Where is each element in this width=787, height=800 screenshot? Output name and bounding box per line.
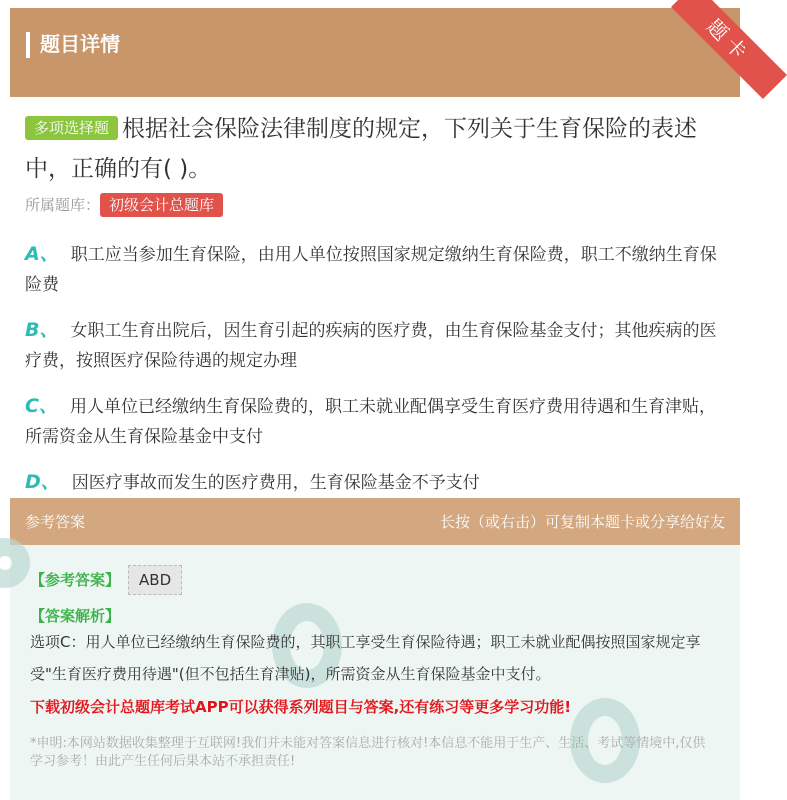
- bank-label: 所属题库：: [25, 196, 101, 214]
- option-key: B、: [25, 319, 59, 341]
- option-a[interactable]: [25, 239, 725, 300]
- option-key: D、: [25, 471, 60, 493]
- disclaimer: *申明:本网站数据收集整理于互联网!我们并未能对答案信息进行核对!本信息不能用于生产、生活、考试等情境中,仅供学习参考！由此产生任何后果本站不承担责任!: [30, 736, 706, 769]
- analysis-label: 【答案解析】: [30, 607, 121, 625]
- option-c[interactable]: [25, 391, 725, 452]
- share-hint: 长按（或右击）可复制本题卡或分享给好友: [439, 513, 725, 531]
- option-b[interactable]: [25, 315, 725, 376]
- answer-title: 参考答案: [25, 513, 86, 531]
- header-title: 题目详情: [40, 32, 120, 56]
- option-key: A、: [25, 243, 59, 265]
- option-text: 职工应当参加生育保险，由用人单位按照国家规定缴纳生育保险费，职工不缴纳生育保险费: [25, 245, 717, 295]
- question-bank-row: [10, 193, 740, 217]
- option-text: 因医疗事故而发生的医疗费用，生育保险基金不予支付: [71, 473, 480, 493]
- answer-value: ABD: [128, 565, 182, 595]
- header-accent-bar: [26, 32, 30, 58]
- answer-body: [10, 545, 740, 771]
- answer-card: [10, 498, 740, 800]
- answer-header: [10, 498, 740, 545]
- question-type-tag: 多项选择题: [25, 116, 118, 140]
- bank-tag[interactable]: 初级会计总题库: [100, 193, 223, 217]
- question-text-block: [10, 97, 740, 189]
- question-text: 根据社会保险法律制度的规定，下列关于生育保险的表述中，正确的有( )。: [25, 116, 698, 182]
- analysis-text: 选项C：用人单位已经缴纳生育保险费的，其职工享受生育保险待遇；职工未就业配偶按照国家规定享受"生育医疗费用待遇"(但不包括生育津贴)，所需资金从生育保险基金中支付。: [30, 633, 701, 683]
- question-header: [10, 8, 756, 97]
- question-card: [10, 8, 756, 493]
- option-d[interactable]: [25, 467, 725, 498]
- options-list: [10, 217, 740, 498]
- app-promo-link[interactable]: 下载初级会计总题库考试APP可以获得系列题目与答案,还有练习等更多学习功能!: [30, 698, 572, 716]
- option-text: 女职工生育出院后，因生育引起的疾病的医疗费，由生育保险基金支付；其他疾病的医疗费，按照医疗保险待遇的规定办理: [25, 321, 717, 371]
- option-key: C、: [25, 395, 58, 417]
- answer-label: 【参考答案】: [30, 571, 121, 589]
- ribbon-label: 题卡: [671, 0, 787, 99]
- question-card-ribbon: [656, 0, 756, 90]
- option-text: 用人单位已经缴纳生育保险费的，职工未就业配偶享受生育医疗费用待遇和生育津贴，所需资金从生育保险基金中支付: [25, 397, 716, 447]
